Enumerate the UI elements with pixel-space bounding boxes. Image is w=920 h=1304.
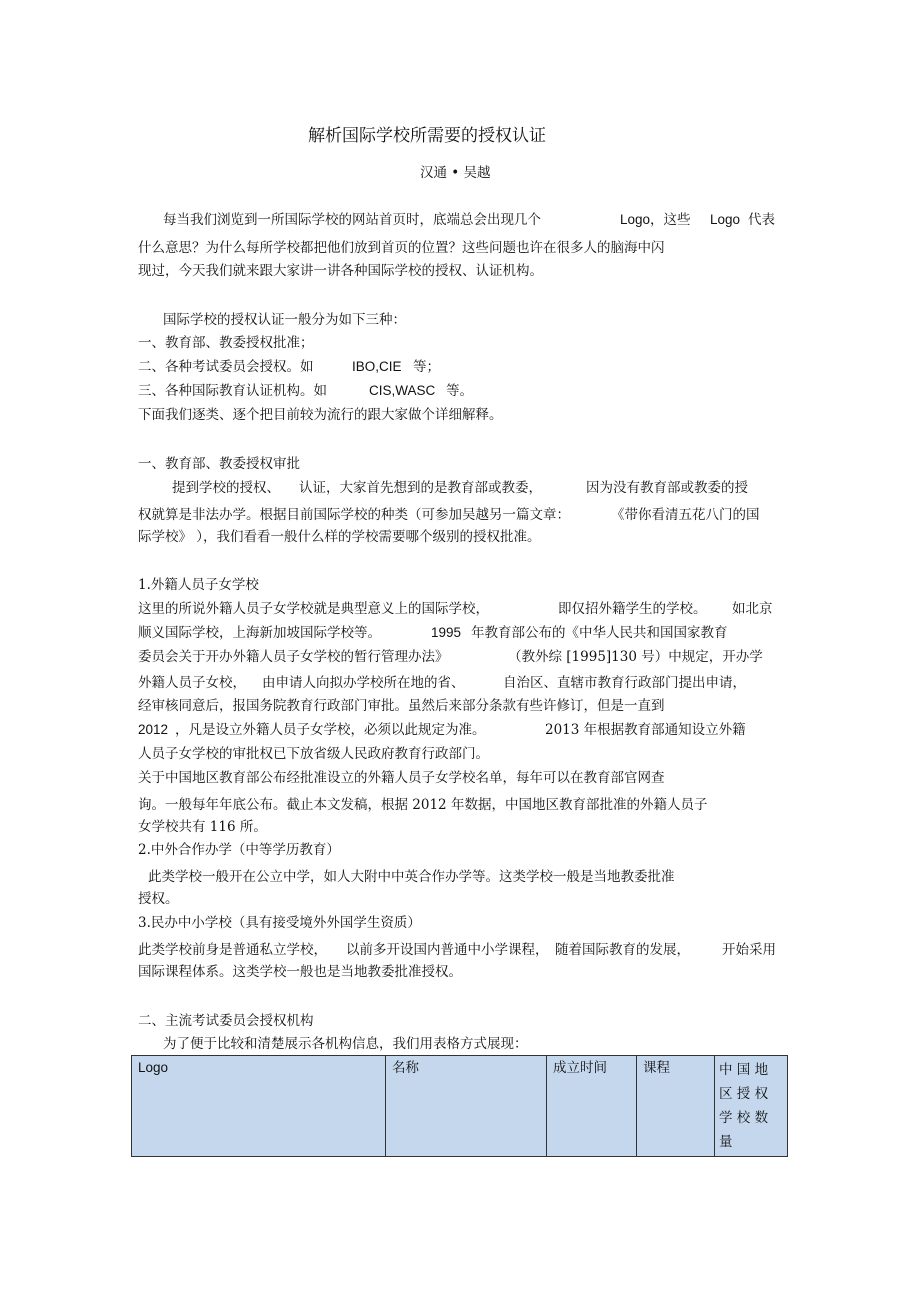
overview-item-2c: 等；: [413, 359, 440, 375]
sub-2-l1: 此类学校一般开在公立中学，如人大附中中英合作办学等。这类学校一般是当地教委批准: [148, 869, 675, 885]
section-1-heading: 一、教育部、教委授权审批: [138, 456, 300, 472]
table-header-curriculum: 课程: [637, 1056, 715, 1157]
overview-item-1: 一、教育部、教委授权批准；: [138, 335, 314, 351]
page-title: 解析国际学校所需要的授权认证: [308, 126, 546, 146]
sub-1-l1b: 即仅招外籍学生的学校。: [558, 601, 707, 617]
overview-tail: 下面我们逐类、逐个把目前较为流行的跟大家做个详细解释。: [138, 407, 503, 423]
sub-2-l2: 授权。: [138, 891, 179, 907]
sub-1-l7: 人员子女学校的审批权已下放省级人民政府教育行政部门。: [138, 746, 489, 762]
intro-line-3: 现过，今天我们就来跟大家讲一讲各种国际学校的授权、认证机构。: [138, 263, 543, 279]
sub-2-heading: 2.中外合作办学（中等学历教育）: [138, 842, 340, 858]
sub-1-l3a: 委员会关于开办外籍人员子女学校的暂行管理办法》: [138, 649, 449, 665]
section-1-p3: 际学校》 ），我们看看一般什么样的学校需要哪个级别的授权批准。: [138, 529, 541, 545]
section-2-lead: 为了便于比较和清楚展示各机构信息，我们用表格方式展现：: [163, 1036, 528, 1052]
section-1-p1b: 认证，大家首先想到的是教育部或教委，: [299, 480, 542, 496]
intro-line-1c: Logo: [710, 212, 741, 227]
sub-1-l9: 询。一般每年年底公布。截止本文发稿，根据 2012 年数据，中国地区教育部批准的外籍人员子: [138, 797, 708, 813]
sub-1-l8: 关于中国地区教育部公布经批准设立的外籍人员子女学校名单，每年可以在教育部官网查: [138, 770, 665, 786]
author-line: 汉通 • 吴越: [420, 165, 491, 181]
sub-1-l3b: （教外综 [1995]130 号）中规定，开办学: [508, 649, 763, 665]
table-header-founded: 成立时间: [547, 1056, 637, 1157]
sub-3-l1a: 此类学校前身是普通私立学校，: [138, 942, 327, 958]
sub-1-l6b: ，凡是设立外籍人员子女学校，必须以此规定为准。: [175, 722, 486, 738]
sub-3-l1b: 以前多开设国内普通中小学课程，: [346, 942, 549, 958]
sub-1-heading: 1.外籍人员子女学校: [138, 577, 259, 593]
institution-table: [131, 1055, 788, 1157]
table-header-china-schools-line: 学 校 数: [719, 1110, 769, 1126]
sub-3-heading: 3.民办中小学校（具有接受境外外国学生资质）: [138, 915, 421, 931]
table-header-china-schools: [715, 1056, 788, 1157]
overview-item-2b: IBO,CIE: [352, 359, 402, 374]
table-header-china-schools-line: 区 授 权: [719, 1086, 769, 1102]
sub-1-l10: 女学校共有 116 所。: [138, 819, 267, 835]
table-header-china-schools-line: 中 国 地: [719, 1062, 769, 1078]
sub-1-l2b: 1995: [431, 625, 462, 640]
section-1-p2b: 《带你看清五花八门的国: [611, 507, 760, 523]
table-header-row: [132, 1056, 788, 1157]
intro-line-1b: Logo，这些: [620, 212, 691, 227]
sub-3-l1c: 随着国际教育的发展，: [555, 942, 690, 958]
sub-1-l5: 经审核同意后，报国务院教育行政部门审批。虽然后来部分条款有些许修订，但是一直到: [138, 698, 665, 714]
sub-1-l1a: 这里的所说外籍人员子女学校就是典型意义上的国际学校，: [138, 601, 489, 617]
overview-item-2a: 二、各种考试委员会授权。如: [138, 359, 314, 375]
sub-1-l1c: 如北京: [732, 601, 773, 617]
sub-1-l6a: 2012: [138, 722, 169, 737]
overview-item-3b: CIS,WASC: [369, 383, 436, 398]
overview-item-3c: 等。: [446, 383, 473, 399]
sub-1-l4c: 自治区、直辖市教育行政部门提出申请，: [503, 675, 746, 691]
sub-3-l1d: 开始采用: [722, 942, 776, 958]
section-1-p2a: 权就算是非法办学。根据目前国际学校的种类（可参加吴越另一篇文章：: [138, 507, 570, 523]
sub-1-l4b: 由申请人向拟办学校所在地的省、: [262, 675, 465, 691]
table-header-logo: Logo: [132, 1056, 386, 1157]
sub-3-l2: 国际课程体系。这类学校一般也是当地教委批准授权。: [138, 964, 462, 980]
overview-lead: 国际学校的授权认证一般分为如下三种：: [163, 312, 406, 328]
section-1-p1c: 因为没有教育部或教委的授: [586, 480, 748, 496]
sub-1-l6c: 2013 年根据教育部通知设立外籍: [545, 722, 746, 738]
table-header-name: 名称: [386, 1056, 547, 1157]
section-1-p1a: 提到学校的授权、: [172, 480, 280, 496]
sub-1-l4a: 外籍人员子女校，: [138, 675, 246, 691]
sub-1-l2a: 顺义国际学校，上海新加坡国际学校等。: [138, 625, 381, 641]
intro-line-1a: 每当我们浏览到一所国际学校的网站首页时，底端总会出现几个: [163, 212, 541, 228]
overview-item-3a: 三、各种国际教育认证机构。如: [138, 383, 327, 399]
sub-1-l2c: 年教育部公布的《中华人民共和国国家教育: [471, 625, 728, 641]
intro-line-1d: 代表: [748, 212, 775, 228]
table-header-china-schools-line: 量: [719, 1134, 733, 1150]
intro-line-2: 什么意思？为什么每所学校都把他们放到首页的位置？这些问题也许在很多人的脑海中闪: [138, 240, 665, 256]
section-2-heading: 二、主流考试委员会授权机构: [138, 1013, 314, 1029]
